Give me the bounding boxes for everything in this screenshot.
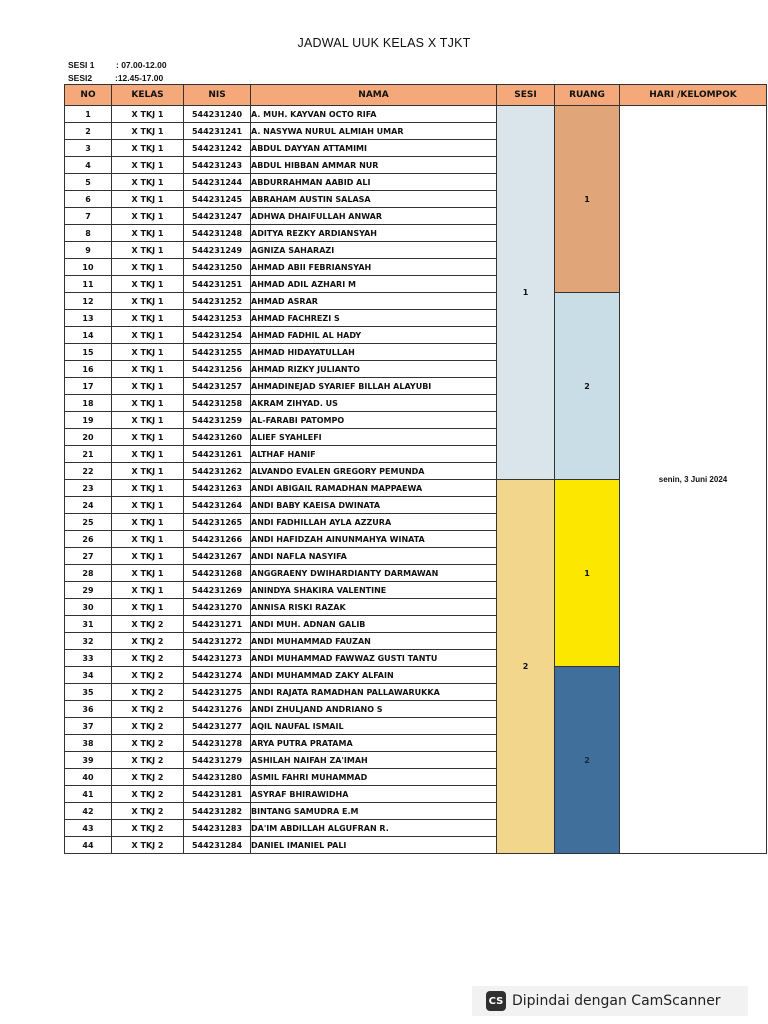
cell-no: 6 [65, 191, 112, 208]
cell-kelas: X TKJ 2 [112, 684, 184, 701]
cell-kelas: X TKJ 1 [112, 378, 184, 395]
cell-no: 1 [65, 106, 112, 123]
session-1-label: SESI 1 [68, 60, 95, 70]
cell-no: 23 [65, 480, 112, 497]
cell-nis: 544231262 [184, 463, 251, 480]
cell-nis: 544231243 [184, 157, 251, 174]
cell-nama: ANDI MUHAMMAD ZAKY ALFAIN [251, 667, 497, 684]
cell-nis: 544231278 [184, 735, 251, 752]
cell-kelas: X TKJ 1 [112, 191, 184, 208]
cell-kelas: X TKJ 1 [112, 242, 184, 259]
cell-nis: 544231268 [184, 565, 251, 582]
cell-kelas: X TKJ 1 [112, 344, 184, 361]
cell-nis: 544231253 [184, 310, 251, 327]
cell-nis: 544231244 [184, 174, 251, 191]
cell-nama: ALIEF SYAHLEFI [251, 429, 497, 446]
cell-nama: AL-FARABI PATOMPO [251, 412, 497, 429]
cell-no: 20 [65, 429, 112, 446]
ruang-cell: 1 [555, 480, 620, 667]
cell-kelas: X TKJ 1 [112, 225, 184, 242]
cell-no: 19 [65, 412, 112, 429]
cell-nis: 544231249 [184, 242, 251, 259]
cell-nama: ASHILAH NAIFAH ZA'IMAH [251, 752, 497, 769]
cell-nama: BINTANG SAMUDRA E.M [251, 803, 497, 820]
cell-nama: AHMAD ASRAR [251, 293, 497, 310]
cell-kelas: X TKJ 1 [112, 514, 184, 531]
cell-no: 29 [65, 582, 112, 599]
cell-kelas: X TKJ 2 [112, 735, 184, 752]
header-nis: NIS [184, 85, 251, 106]
cell-no: 28 [65, 565, 112, 582]
session-2-label: SESI2 [68, 73, 93, 83]
cell-nama: ANDI MUHAMMAD FAUZAN [251, 633, 497, 650]
cell-nama: ANDI ZHULJAND ANDRIANO S [251, 701, 497, 718]
cell-nis: 544231254 [184, 327, 251, 344]
cell-kelas: X TKJ 1 [112, 123, 184, 140]
cell-nama: ANGGRAENY DWIHARDIANTY DARMAWAN [251, 565, 497, 582]
cell-nis: 544231258 [184, 395, 251, 412]
cell-nama: ANINDYA SHAKIRA VALENTINE [251, 582, 497, 599]
cell-kelas: X TKJ 1 [112, 293, 184, 310]
sesi-cell: 1 [497, 106, 555, 480]
cell-nis: 544231271 [184, 616, 251, 633]
cell-nama: AGNIZA SAHARAZI [251, 242, 497, 259]
cell-nis: 544231284 [184, 837, 251, 854]
cell-no: 5 [65, 174, 112, 191]
cell-nis: 544231259 [184, 412, 251, 429]
cell-nis: 544231247 [184, 208, 251, 225]
document-title: JADWAL UUK KELAS X TJKT [297, 36, 471, 50]
cell-kelas: X TKJ 1 [112, 276, 184, 293]
schedule-body [65, 106, 767, 854]
cell-kelas: X TKJ 2 [112, 752, 184, 769]
cell-nis: 544231256 [184, 361, 251, 378]
cell-kelas: X TKJ 1 [112, 157, 184, 174]
cell-nama: ABDUL DAYYAN ATTAMIMI [251, 140, 497, 157]
cell-nis: 544231275 [184, 684, 251, 701]
cell-kelas: X TKJ 2 [112, 701, 184, 718]
cell-no: 41 [65, 786, 112, 803]
cell-no: 24 [65, 497, 112, 514]
table-header-row [65, 85, 767, 106]
cell-nama: ANDI HAFIDZAH AINUNMAHYA WINATA [251, 531, 497, 548]
cell-kelas: X TKJ 1 [112, 497, 184, 514]
cell-nama: ARYA PUTRA PRATAMA [251, 735, 497, 752]
camscanner-logo: CS [486, 991, 506, 1011]
cell-nama: AHMAD RIZKY JULIANTO [251, 361, 497, 378]
cell-kelas: X TKJ 2 [112, 718, 184, 735]
cell-no: 8 [65, 225, 112, 242]
sesi-cell: 2 [497, 480, 555, 854]
cell-kelas: X TKJ 1 [112, 412, 184, 429]
cell-kelas: X TKJ 1 [112, 361, 184, 378]
cell-nama: ALVANDO EVALEN GREGORY PEMUNDA [251, 463, 497, 480]
cell-nama: ANDI MUHAMMAD FAWWAZ GUSTI TANTU [251, 650, 497, 667]
cell-kelas: X TKJ 1 [112, 208, 184, 225]
cell-nis: 544231269 [184, 582, 251, 599]
cell-no: 42 [65, 803, 112, 820]
cell-no: 44 [65, 837, 112, 854]
cell-nis: 544231281 [184, 786, 251, 803]
cell-kelas: X TKJ 1 [112, 106, 184, 123]
cell-no: 3 [65, 140, 112, 157]
cell-nis: 544231263 [184, 480, 251, 497]
cell-kelas: X TKJ 2 [112, 837, 184, 854]
cell-nis: 544231240 [184, 106, 251, 123]
cell-nis: 544231242 [184, 140, 251, 157]
cell-nama: ABDURRAHMAN AABID ALI [251, 174, 497, 191]
cell-kelas: X TKJ 1 [112, 395, 184, 412]
cell-nis: 544231279 [184, 752, 251, 769]
cell-no: 12 [65, 293, 112, 310]
cell-no: 35 [65, 684, 112, 701]
cell-nis: 544231273 [184, 650, 251, 667]
cell-nama: AHMAD ADIL AZHARI M [251, 276, 497, 293]
cell-nis: 544231264 [184, 497, 251, 514]
table-row [65, 106, 767, 123]
cell-kelas: X TKJ 1 [112, 174, 184, 191]
cell-nis: 544231261 [184, 446, 251, 463]
cell-kelas: X TKJ 1 [112, 429, 184, 446]
cell-nis: 544231270 [184, 599, 251, 616]
cell-nama: DANIEL IMANIEL PALI [251, 837, 497, 854]
header-ruang: RUANG [555, 85, 620, 106]
camscanner-watermark [472, 986, 748, 1016]
cell-nama: ASMIL FAHRI MUHAMMAD [251, 769, 497, 786]
cell-nis: 544231277 [184, 718, 251, 735]
cell-no: 22 [65, 463, 112, 480]
cell-nis: 544231252 [184, 293, 251, 310]
ruang-cell: 2 [555, 293, 620, 480]
cell-nama: ASYRAF BHIRAWIDHA [251, 786, 497, 803]
cell-nis: 544231257 [184, 378, 251, 395]
cell-kelas: X TKJ 1 [112, 446, 184, 463]
cell-nis: 544231265 [184, 514, 251, 531]
cell-kelas: X TKJ 1 [112, 463, 184, 480]
cell-no: 13 [65, 310, 112, 327]
hari-kelompok-cell: senin, 3 Juni 2024 [620, 106, 767, 854]
cell-kelas: X TKJ 1 [112, 582, 184, 599]
cell-no: 17 [65, 378, 112, 395]
cell-kelas: X TKJ 1 [112, 140, 184, 157]
header-no: NO [65, 85, 112, 106]
cell-no: 31 [65, 616, 112, 633]
cell-nama: AQIL NAUFAL ISMAIL [251, 718, 497, 735]
cell-nis: 544231282 [184, 803, 251, 820]
cell-kelas: X TKJ 1 [112, 548, 184, 565]
cell-no: 10 [65, 259, 112, 276]
cell-no: 21 [65, 446, 112, 463]
cell-no: 40 [65, 769, 112, 786]
cell-no: 9 [65, 242, 112, 259]
ruang-cell: 1 [555, 106, 620, 293]
cell-no: 39 [65, 752, 112, 769]
cell-nama: ANDI ABIGAIL RAMADHAN MAPPAEWA [251, 480, 497, 497]
session-1-time: : 07.00-12.00 [116, 60, 167, 70]
session-2-time: :12.45-17.00 [115, 73, 164, 83]
cell-no: 25 [65, 514, 112, 531]
cell-nis: 544231266 [184, 531, 251, 548]
cell-no: 36 [65, 701, 112, 718]
cell-kelas: X TKJ 1 [112, 599, 184, 616]
cell-nis: 544231276 [184, 701, 251, 718]
cell-no: 43 [65, 820, 112, 837]
cell-nis: 544231283 [184, 820, 251, 837]
cell-nama: ANDI BABY KAEISA DWINATA [251, 497, 497, 514]
cell-nama: ADITYA REZKY ARDIANSYAH [251, 225, 497, 242]
cell-nis: 544231251 [184, 276, 251, 293]
header-nama: NAMA [251, 85, 497, 106]
cell-nis: 544231255 [184, 344, 251, 361]
cell-kelas: X TKJ 1 [112, 531, 184, 548]
cell-nama: AHMAD FADHIL AL HADY [251, 327, 497, 344]
cell-nama: ANDI RAJATA RAMADHAN PALLAWARUKKA [251, 684, 497, 701]
camscanner-text: Dipindai dengan CamScanner [512, 993, 721, 1009]
cell-nis: 544231272 [184, 633, 251, 650]
cell-no: 14 [65, 327, 112, 344]
cell-kelas: X TKJ 2 [112, 820, 184, 837]
cell-nama: ANDI FADHILLAH AYLA AZZURA [251, 514, 497, 531]
cell-nis: 544231260 [184, 429, 251, 446]
session-2-info [68, 73, 163, 83]
cell-nis: 544231280 [184, 769, 251, 786]
cell-no: 38 [65, 735, 112, 752]
cell-kelas: X TKJ 2 [112, 769, 184, 786]
cell-nama: A. MUH. KAYVAN OCTO RIFA [251, 106, 497, 123]
cell-nama: ABRAHAM AUSTIN SALASA [251, 191, 497, 208]
cell-nama: ANDI NAFLA NASYIFA [251, 548, 497, 565]
cell-no: 11 [65, 276, 112, 293]
cell-nama: AHMADINEJAD SYARIEF BILLAH ALAYUBI [251, 378, 497, 395]
cell-no: 4 [65, 157, 112, 174]
cell-nama: A. NASYWA NURUL ALMIAH UMAR [251, 123, 497, 140]
cell-nama: ANNISA RISKI RAZAK [251, 599, 497, 616]
cell-nis: 544231267 [184, 548, 251, 565]
cell-no: 16 [65, 361, 112, 378]
cell-no: 18 [65, 395, 112, 412]
cell-nama: AHMAD ABII FEBRIANSYAH [251, 259, 497, 276]
cell-kelas: X TKJ 1 [112, 565, 184, 582]
cell-no: 2 [65, 123, 112, 140]
cell-nama: ABDUL HIBBAN AMMAR NUR [251, 157, 497, 174]
cell-no: 15 [65, 344, 112, 361]
cell-kelas: X TKJ 1 [112, 327, 184, 344]
cell-nama: AHMAD HIDAYATULLAH [251, 344, 497, 361]
cell-no: 27 [65, 548, 112, 565]
cell-nis: 544231250 [184, 259, 251, 276]
header-hari: HARI /KELOMPOK [620, 85, 767, 106]
header-kelas: KELAS [112, 85, 184, 106]
cell-no: 37 [65, 718, 112, 735]
cell-kelas: X TKJ 1 [112, 259, 184, 276]
cell-no: 7 [65, 208, 112, 225]
cell-nama: ANDI MUH. ADNAN GALIB [251, 616, 497, 633]
schedule-table [64, 84, 767, 854]
cell-nama: ALTHAF HANIF [251, 446, 497, 463]
cell-no: 32 [65, 633, 112, 650]
cell-kelas: X TKJ 2 [112, 667, 184, 684]
cell-kelas: X TKJ 2 [112, 786, 184, 803]
cell-kelas: X TKJ 2 [112, 616, 184, 633]
cell-no: 33 [65, 650, 112, 667]
cell-kelas: X TKJ 2 [112, 803, 184, 820]
cell-kelas: X TKJ 2 [112, 650, 184, 667]
cell-nama: DA'IM ABDILLAH ALGUFRAN R. [251, 820, 497, 837]
cell-nis: 544231245 [184, 191, 251, 208]
cell-kelas: X TKJ 2 [112, 633, 184, 650]
cell-nama: AHMAD FACHREZI S [251, 310, 497, 327]
cell-nis: 544231248 [184, 225, 251, 242]
cell-kelas: X TKJ 1 [112, 310, 184, 327]
session-1-info [68, 60, 167, 70]
ruang-cell: 2 [555, 667, 620, 854]
cell-nis: 544231241 [184, 123, 251, 140]
cell-no: 26 [65, 531, 112, 548]
cell-nis: 544231274 [184, 667, 251, 684]
cell-no: 34 [65, 667, 112, 684]
cell-no: 30 [65, 599, 112, 616]
header-sesi: SESI [497, 85, 555, 106]
cell-kelas: X TKJ 1 [112, 480, 184, 497]
cell-nama: AKRAM ZIHYAD. US [251, 395, 497, 412]
cell-nama: ADHWA DHAIFULLAH ANWAR [251, 208, 497, 225]
